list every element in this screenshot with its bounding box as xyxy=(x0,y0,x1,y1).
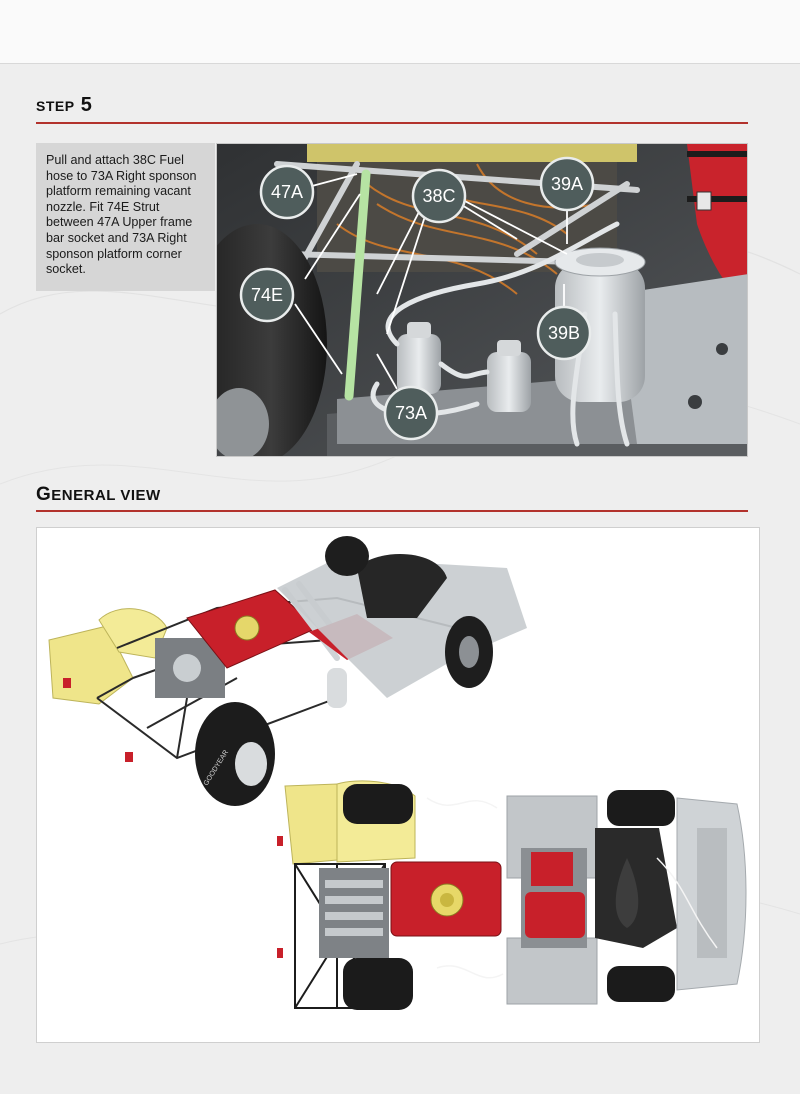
car-top-view xyxy=(277,781,746,1010)
top-band xyxy=(0,0,800,64)
callout-39b xyxy=(538,307,590,359)
general-view-heading-initial: G xyxy=(36,484,52,505)
callout-39a xyxy=(541,158,593,210)
callout-39b-label: 39B xyxy=(547,323,581,343)
step-heading-rule xyxy=(36,122,748,124)
step-heading xyxy=(36,94,92,117)
instruction-text: Pull and attach 38C Fuel hose to 73A Right sponson platform remaining vacant nozzle. Fit 74E Strut between 47A Upper frame bar socket and 73A Right sponson platform corner socket. xyxy=(46,153,197,277)
step-number: 5 xyxy=(80,94,93,116)
callout-47a-label: 47A xyxy=(270,182,304,202)
step-illustration-graphic xyxy=(217,144,748,457)
callout-38c-label: 38C xyxy=(422,186,456,206)
callout-74e-label: 74E xyxy=(250,285,284,305)
general-view-graphic xyxy=(37,528,760,1043)
step-label: STEP xyxy=(36,98,75,114)
general-view-heading-rest: ENERAL VIEW xyxy=(51,487,161,504)
callout-39a-label: 39A xyxy=(550,174,584,194)
step-illustration xyxy=(216,143,748,457)
general-view-panel xyxy=(36,527,760,1043)
car-isometric-view xyxy=(49,536,527,806)
tire-brand-label-iso: GOODYEAR xyxy=(202,749,231,788)
callout-73a xyxy=(385,387,437,439)
general-view-rule xyxy=(36,510,748,512)
callout-47a xyxy=(261,166,313,218)
general-view-heading xyxy=(36,484,161,506)
callout-74e xyxy=(241,269,293,321)
callout-38c xyxy=(413,170,465,222)
instruction-box xyxy=(36,143,215,291)
callout-73a-label: 73A xyxy=(394,403,428,423)
